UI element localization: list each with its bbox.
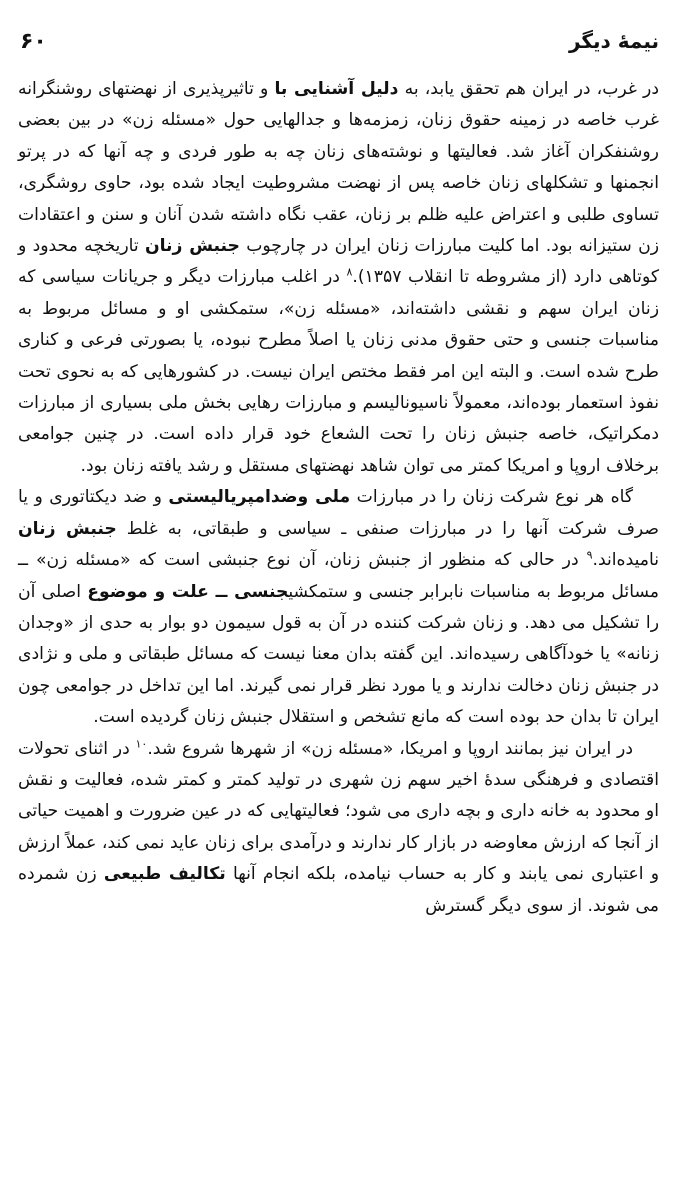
text-run: در اثنای تحولات اقتصادی و فرهنگی سدهٔ اخیر سهم زن شهری در تولید کمتر و کمتر شده، فعالیت و نقش او محدود به خانه داری و بچه داری می شود؛ فعالیتهایی که در عین ضرورت و اهمیت حیاتی از آنجا که ارزش معاوضه در بازار کار ندارند و درآمدی برای زنان عاید نمی کند، عملاً ارزش و اعتباری نمی یابند و کار به حساب نیامده، بلکه انجام آنها (18, 738, 660, 885)
text-run: در اغلب مبارزات دیگر و جریانات سیاسی که زنان ایران سهم و نقشی داشته‌اند، «مسئله زن»، ستمکشی او و مسائل مربوط به مناسبات جنسی و حتی حقوق مدنی زنان یا اصلاً مطرح نبوده، یا بصورتی فرعی و کناری طرح شده است. و البته این امر فقط مختص ایران نیست. در کشورهایی که به نحوی تحت نفوذ استعمار بوده‌اند، معمولاً ناسیونالیسم و مبارزات رهایی بخش ملی بسیاری از مبارزات دمکراتیک، خاصه جنبش زنان را تحت الشعاع خود قرار داده است. در چنین جوامعی برخلاف اروپا و امریکا کمتر می توان شاهد نهضتهای مستقل و رشد یافته زنان بود. (18, 267, 659, 476)
text-run: در حالی که منظور از جنبش زنان، آن نوع جنبشی است که «مسئله زن» ــ مسائل مربوط به مناسبات نابرابر جنسی و ستمکشی (18, 550, 659, 602)
bold-phrase: جنبش زنان (18, 518, 117, 539)
body-text (18, 74, 659, 922)
text-run: نامیده‌اند. (592, 550, 659, 571)
footnote-marker: ۱۰ (135, 736, 148, 750)
text-run: در ایران نیز بمانند اروپا و امریکا، «مسئله زن» از شهرها شروع شد. (147, 738, 633, 759)
bold-phrase: ملی وضدامپریالیستی (168, 487, 351, 508)
paragraph-2 (18, 482, 659, 733)
text-run: اصلی آن را تشکیل می دهد. و زنان شرکت کننده در آن به قول سیمون دو بوار به حدی از «وجدان زنانه» یا خودآگاهی رسیده‌اند. این گفته بدان معنا نیست که مسائل طبقاتی و ملی و نژادی در جنبش زنان دخالت ندارند و یا مورد نظر قرار نمی گیرند. اما این تداخل در جوامعی چون ایران تا بدان حد بوده است که مانع تشخص و استقلال جنبش زنان گردیده است. (18, 581, 659, 728)
bold-phrase: تکالیف طبیعی (103, 864, 226, 885)
paragraph-1 (18, 74, 659, 482)
text-run: تاریخچه محدود و کوتاهی دارد (از مشروطه تا انقلاب ۱۳۵۷). (18, 236, 660, 288)
bold-phrase: دلیل آشنایی با (274, 79, 399, 99)
footnote-marker: ۹ (586, 548, 593, 562)
footnote-marker: ۸ (346, 265, 353, 279)
running-title: نیمهٔ دیگر (568, 29, 659, 53)
text-run: و تاثیرپذیری از نهضتهای روشنگرانه غرب خاصه در زمینه حقوق زنان، زمزمه‌ها و جدالهایی حول «مسئله زن» در بین بعضی روشنفکران آغاز شد. فعالیتها و نوشته‌های زنان چه به طور فردی و چه آنها که در پرتو انجمنها و تشکلهای زنان خاصه پس از نهضت مشروطیت ایجاد شده بود، حاوی روشگری، تساوی طلبی و اعتراض علیه ظلم بر زنان، عقب نگاه داشته شدن آنان و سنن و اعتقادات زن ستیزانه بود. اما کلیت مبارزات زنان ایران در چارچوب (18, 79, 660, 257)
paragraph-3 (18, 734, 659, 922)
page-number: ۶۰ (20, 28, 47, 54)
text-run: زن شمرده می شوند. از سوی دیگر گسترش (18, 864, 659, 916)
bold-phrase: جنبش زنان (144, 236, 240, 257)
text-run: گاه هر نوع شرکت زنان را در مبارزات (350, 487, 634, 508)
bold-phrase: جنسی ــ علت و موضوع (87, 581, 289, 602)
text-run: در غرب، در ایران هم تحقق یابد، به (398, 79, 659, 99)
page-header (20, 26, 659, 56)
text-run: و ضد دیکتاتوری و یا صرف شرکت آنها را در مبارزات صنفی ـ سیاسی و طبقاتی، به غلط (18, 487, 659, 539)
